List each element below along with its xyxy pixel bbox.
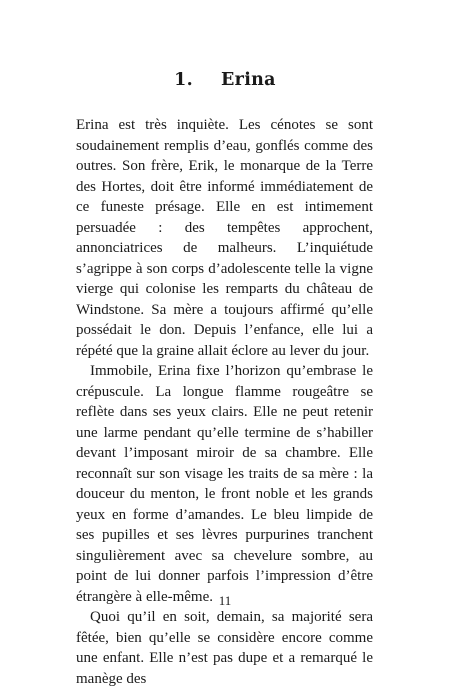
page-number: 11 xyxy=(218,593,232,608)
chapter-heading xyxy=(0,70,450,90)
paragraph: Immobile, Erina fixe l’horizon qu’embrase le crépuscule. La longue flamme rougeâtre se reflète dans ses yeux clairs. Elle ne peut retenir une larme pendant qu’elle termine de s’habiller devant l’imposant miroir de sa chambre. Elle reconnaît sur son visage les traits de sa mère : la douceur du menton, le front noble et les grands yeux en forme d’amandes. Le bleu limpide de ses pupilles et ses lèvres purpurines tranchent singulièrement avec sa chevelure sombre, au point de lui donner parfois l’impression d’être étrangère à elle-même. xyxy=(76,363,373,605)
paragraph: Erina est très inquiète. Les cénotes se sont soudainement remplis d’eau, gonflés comme des outres. Son frère, Erik, le monarque de la Terre des Hortes, doit être informé immédiatement de ce funeste présage. Elle en est intimement persuadée : des tempêtes approchent, annonciatrices de malheurs. L’inquiétude s’agrippe à son corps d’adolescente telle la vigne vierge qui colonise les remparts du château de Windstone. Sa mère a toujours affirmé qu’elle possédait le don. Depuis l’enfance, elle lui a répété que la graine allait éclore au lever du jour. xyxy=(76,117,373,359)
chapter-title: Erina xyxy=(221,70,276,90)
paragraph: Quoi qu’il en soit, demain, sa majorité sera fêtée, bien qu’elle se considère encore comme une enfant. Elle n’est pas dupe et a remarqué le manège des xyxy=(76,609,373,687)
chapter-number: 1. xyxy=(174,70,194,90)
